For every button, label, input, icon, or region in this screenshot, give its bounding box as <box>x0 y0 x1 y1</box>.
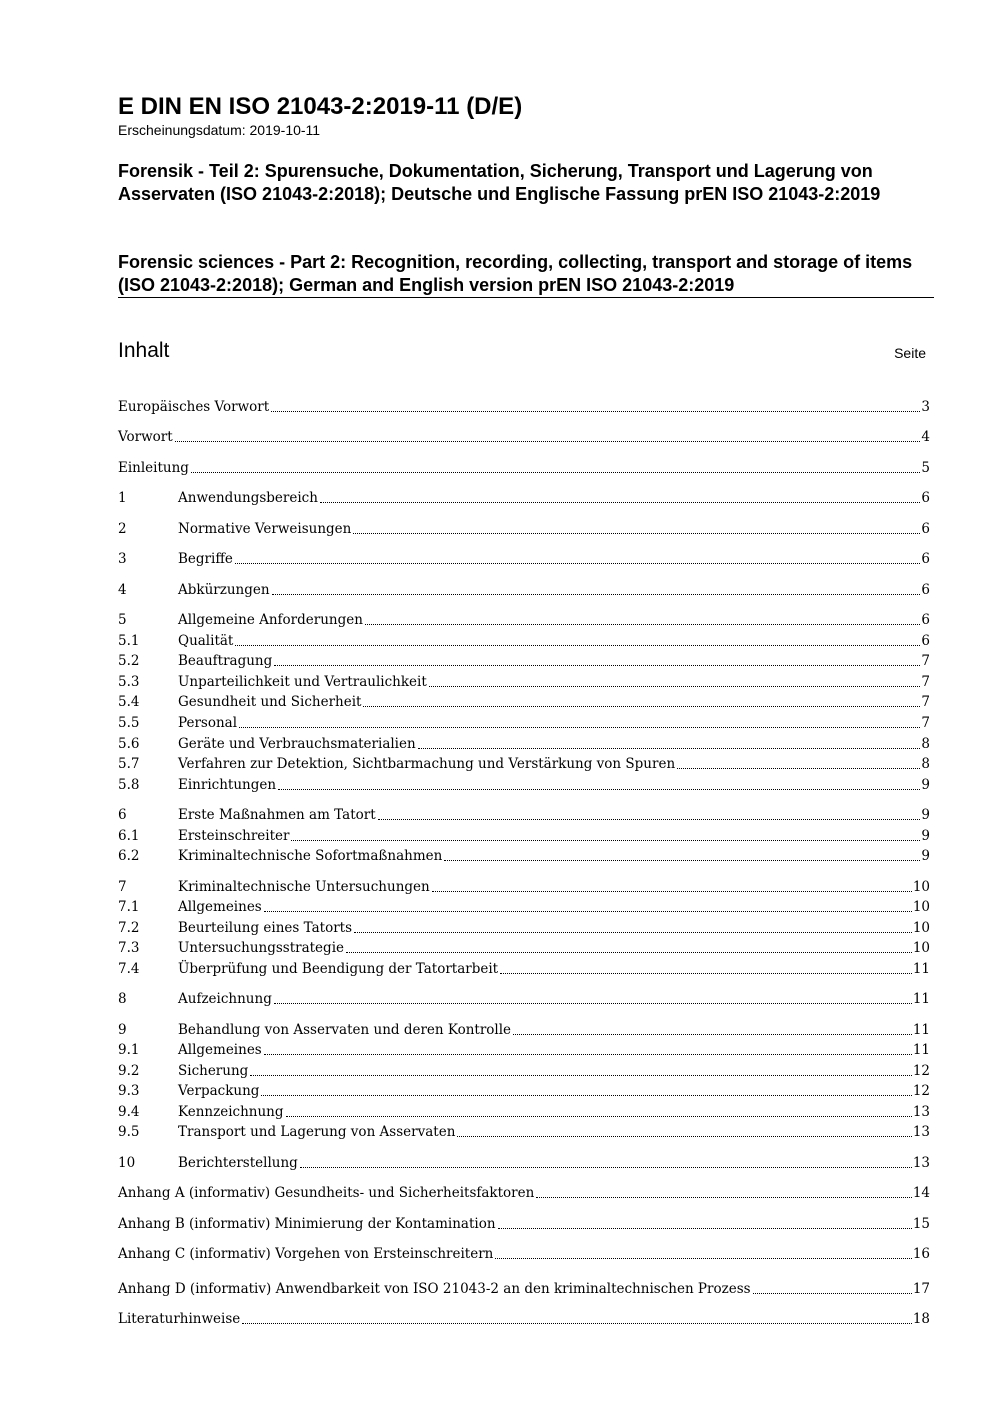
toc-entry[interactable] <box>118 1243 930 1263</box>
toc-entry-title: Verfahren zur Detektion, Sichtbarmachung und Verstärkung von Spuren <box>178 756 676 772</box>
toc-entry[interactable] <box>118 1182 930 1202</box>
toc-entry[interactable] <box>118 426 930 446</box>
toc-entry-number: 1 <box>118 490 127 506</box>
toc-entry[interactable] <box>118 518 930 538</box>
toc-dot-leader <box>250 1074 912 1076</box>
toc-entry-title: Kriminaltechnische Untersuchungen <box>178 879 430 895</box>
toc-entry-page: 6 <box>921 490 930 506</box>
toc-entry-title: Anhang A (informativ) Gesundheits- und Sicherheitsfaktoren <box>118 1185 535 1201</box>
toc-dot-leader <box>235 562 921 564</box>
toc-entry-page: 6 <box>921 633 930 649</box>
toc-dot-leader <box>353 532 920 534</box>
toc-entry[interactable] <box>118 548 930 568</box>
toc-entry-page: 3 <box>921 399 930 415</box>
toc-entry-number: 9 <box>118 1022 127 1038</box>
toc-entry[interactable] <box>118 457 930 477</box>
toc-entry-page: 16 <box>912 1246 930 1262</box>
toc-dot-leader <box>291 839 920 841</box>
toc-entry-title: Kennzeichnung <box>178 1104 284 1120</box>
toc-entry[interactable] <box>118 1101 930 1121</box>
toc-dot-leader <box>272 593 921 595</box>
toc-entry-page: 9 <box>921 777 930 793</box>
toc-entry-title: Unparteilichkeit und Vertraulichkeit <box>178 674 427 690</box>
toc-entry-page: 5 <box>921 460 930 476</box>
toc-entry-title: Europäisches Vorwort <box>118 399 270 415</box>
toc-dot-leader <box>498 1227 912 1229</box>
toc-dot-leader <box>274 1002 912 1004</box>
toc-dot-leader <box>513 1033 912 1035</box>
toc-entry-page: 7 <box>921 674 930 690</box>
toc-entry[interactable] <box>118 487 930 507</box>
toc-entry-title: Literaturhinweise <box>118 1311 241 1327</box>
toc-entry-title: Behandlung von Asservaten und deren Kontrolle <box>178 1022 512 1038</box>
toc-page-label: Seite <box>894 345 926 361</box>
toc-entry-title: Beauftragung <box>178 653 273 669</box>
toc-entry-number: 5.6 <box>118 736 140 752</box>
toc-entry[interactable] <box>118 396 930 416</box>
toc-entry-title: Einleitung <box>118 460 189 476</box>
toc-entry[interactable] <box>118 1019 930 1039</box>
toc-entry[interactable] <box>118 845 930 865</box>
toc-entry[interactable] <box>118 1308 930 1328</box>
toc-dot-leader <box>191 471 920 473</box>
toc-entry-number: 4 <box>118 582 127 598</box>
toc-entry-number: 10 <box>118 1155 136 1171</box>
toc-entry-number: 7.3 <box>118 940 140 956</box>
toc-entry-page: 15 <box>912 1216 930 1232</box>
toc-dot-leader <box>354 931 912 933</box>
toc-entry[interactable] <box>118 937 930 957</box>
toc-entry-page: 7 <box>921 694 930 710</box>
toc-entry[interactable] <box>118 876 930 896</box>
toc-entry-page: 6 <box>921 551 930 567</box>
toc-entry-number: 5.2 <box>118 653 140 669</box>
toc-heading: Inhalt <box>118 339 170 362</box>
toc-entry-number: 6.2 <box>118 848 140 864</box>
toc-entry-page: 11 <box>912 1042 930 1058</box>
toc-entry-number: 5.5 <box>118 715 140 731</box>
toc-entry-number: 9.5 <box>118 1124 140 1140</box>
toc-entry-page: 12 <box>912 1083 930 1099</box>
toc-entry-page: 11 <box>912 991 930 1007</box>
toc-entry-title: Untersuchungsstrategie <box>178 940 344 956</box>
toc-entry-number: 5.8 <box>118 777 140 793</box>
toc-entry-number: 8 <box>118 991 127 1007</box>
toc-dot-leader <box>536 1196 912 1198</box>
toc-entry-page: 14 <box>912 1185 930 1201</box>
title-german: Forensik - Teil 2: Spurensuche, Dokumentation, Sicherung, Transport und Lagerung von Asservaten (ISO 21043-2:2018); Deutsche und Englische Fassung prEN ISO 21043-2:2019 <box>118 161 881 204</box>
toc-entry[interactable] <box>118 753 930 773</box>
toc-entry[interactable] <box>118 733 930 753</box>
toc-entry-number: 5 <box>118 612 127 628</box>
toc-entry-page: 17 <box>912 1281 930 1297</box>
toc-entry-title: Qualität <box>178 633 234 649</box>
toc-entry[interactable] <box>118 774 930 794</box>
toc-entry[interactable] <box>118 804 930 824</box>
toc-entry-page: 10 <box>912 899 930 915</box>
toc-entry-number: 7.2 <box>118 920 140 936</box>
toc-entry[interactable] <box>118 609 930 629</box>
toc-entry-title: Normative Verweisungen <box>178 521 352 537</box>
toc-dot-leader <box>346 951 912 953</box>
toc-entry-title: Überprüfung und Beendigung der Tatortarbeit <box>178 961 499 977</box>
toc-entry-title: Begriffe <box>178 551 233 567</box>
toc-entry-title: Anwendungsbereich <box>178 490 318 506</box>
toc-entry-number: 6 <box>118 807 127 823</box>
toc-entry-title: Anhang D (informativ) Anwendbarkeit von ISO 21043-2 an den kriminaltechnischen Prozess <box>118 1281 751 1297</box>
toc-entry-title: Erste Maßnahmen am Tatort <box>178 807 376 823</box>
toc-dot-leader <box>242 1322 912 1324</box>
toc-entry-title: Abkürzungen <box>178 582 270 598</box>
title-english: Forensic sciences - Part 2: Recognition, recording, collecting, transport and storage of items (ISO 21043-2:2018); German and English version prEN ISO 21043-2:2019 <box>118 252 913 295</box>
toc-entry-number: 5.7 <box>118 756 140 772</box>
toc-entry-number: 7 <box>118 879 127 895</box>
toc-entry-title: Anhang B (informativ) Minimierung der Kontamination <box>118 1216 496 1232</box>
toc-dot-leader <box>432 890 912 892</box>
toc-entry-title: Vorwort <box>118 429 173 445</box>
toc-entry-number: 9.3 <box>118 1083 140 1099</box>
toc-dot-leader <box>363 705 920 707</box>
toc-entry-page: 10 <box>912 920 930 936</box>
toc-dot-leader <box>264 1053 912 1055</box>
toc-entry[interactable] <box>118 712 930 732</box>
toc-entry-number: 9.1 <box>118 1042 140 1058</box>
toc-dot-leader <box>175 440 921 442</box>
document-code: E DIN EN ISO 21043-2:2019-11 (D/E) <box>118 93 523 120</box>
toc-entry-number: 2 <box>118 521 127 537</box>
title-divider <box>118 297 934 298</box>
toc-entry-page: 6 <box>921 582 930 598</box>
toc-dot-leader <box>429 685 921 687</box>
toc-entry-title: Personal <box>178 715 238 731</box>
toc-entry[interactable] <box>118 650 930 670</box>
toc-entry-page: 13 <box>912 1104 930 1120</box>
toc-dot-leader <box>378 818 921 820</box>
toc-dot-leader <box>365 623 920 625</box>
publication-date: Erscheinungsdatum: 2019-10-11 <box>118 122 321 138</box>
toc-entry[interactable] <box>118 1278 930 1298</box>
toc-dot-leader <box>286 1115 912 1117</box>
toc-entry[interactable] <box>118 630 930 650</box>
toc-entry-number: 7.1 <box>118 899 140 915</box>
toc-dot-leader <box>500 972 912 974</box>
toc-entry-title: Gesundheit und Sicherheit <box>178 694 362 710</box>
toc-entry[interactable] <box>118 1080 930 1100</box>
toc-entry-page: 9 <box>921 828 930 844</box>
toc-entry-number: 7.4 <box>118 961 140 977</box>
toc-entry-page: 6 <box>921 612 930 628</box>
toc-entry-title: Einrichtungen <box>178 777 277 793</box>
toc-entry-page: 8 <box>921 736 930 752</box>
toc-dot-leader <box>495 1257 911 1259</box>
toc-entry-title: Allgemeine Anforderungen <box>178 612 363 628</box>
toc-entry[interactable] <box>118 691 930 711</box>
toc-entry[interactable] <box>118 1060 930 1080</box>
toc-dot-leader <box>677 767 920 769</box>
toc-entry-title: Berichterstellung <box>178 1155 298 1171</box>
toc-dot-leader <box>261 1094 911 1096</box>
toc-entry-number: 9.4 <box>118 1104 140 1120</box>
toc-entry-title: Beurteilung eines Tatorts <box>178 920 353 936</box>
toc-entry-title: Verpackung <box>178 1083 260 1099</box>
toc-entry-title: Anhang C (informativ) Vorgehen von Ersteinschreitern <box>118 1246 494 1262</box>
toc-entry[interactable] <box>118 988 930 1008</box>
toc-entry-title: Aufzeichnung <box>178 991 272 1007</box>
toc-dot-leader <box>274 664 920 666</box>
toc-entry[interactable] <box>118 579 930 599</box>
toc-entry[interactable] <box>118 825 930 845</box>
toc-entry-page: 18 <box>912 1311 930 1327</box>
toc-entry[interactable] <box>118 958 930 978</box>
toc-entry-page: 13 <box>912 1124 930 1140</box>
toc-entry-page: 13 <box>912 1155 930 1171</box>
toc-dot-leader <box>300 1166 912 1168</box>
toc-entry-number: 5.3 <box>118 674 140 690</box>
toc-entry-page: 8 <box>921 756 930 772</box>
toc-dot-leader <box>320 501 920 503</box>
toc-entry-page: 10 <box>912 940 930 956</box>
toc-entry-title: Ersteinschreiter <box>178 828 290 844</box>
toc-entry-title: Kriminaltechnische Sofortmaßnahmen <box>178 848 443 864</box>
toc-entry-page: 9 <box>921 807 930 823</box>
toc-dot-leader <box>239 726 920 728</box>
toc-entry[interactable] <box>118 1121 930 1141</box>
toc-entry[interactable] <box>118 1039 930 1059</box>
toc-entry-page: 7 <box>921 653 930 669</box>
toc-entry-number: 5.1 <box>118 633 140 649</box>
toc-dot-leader <box>235 644 920 646</box>
toc-dot-leader <box>753 1292 912 1294</box>
toc-entry-title: Transport und Lagerung von Asservaten <box>178 1124 456 1140</box>
toc-entry-page: 9 <box>921 848 930 864</box>
toc-dot-leader <box>271 410 920 412</box>
toc-entry-page: 10 <box>912 879 930 895</box>
toc-dot-leader <box>278 788 920 790</box>
toc-entry-page: 4 <box>921 429 930 445</box>
toc-entry-title: Allgemeines <box>178 1042 262 1058</box>
toc-entry-number: 5.4 <box>118 694 140 710</box>
toc-dot-leader <box>264 910 912 912</box>
toc-entry-title: Allgemeines <box>178 899 262 915</box>
toc-dot-leader <box>418 747 921 749</box>
toc-entry[interactable] <box>118 896 930 916</box>
toc-dot-leader <box>457 1135 911 1137</box>
toc-entry-number: 6.1 <box>118 828 140 844</box>
toc-entry-page: 7 <box>921 715 930 731</box>
toc-entry-number: 9.2 <box>118 1063 140 1079</box>
toc-entry[interactable] <box>118 917 930 937</box>
toc-entry-page: 6 <box>921 521 930 537</box>
toc-entry[interactable] <box>118 1213 930 1233</box>
toc-entry[interactable] <box>118 671 930 691</box>
toc-entry-page: 11 <box>912 961 930 977</box>
toc-entry-title: Sicherung <box>178 1063 249 1079</box>
toc-entry-page: 11 <box>912 1022 930 1038</box>
toc-entry-page: 12 <box>912 1063 930 1079</box>
toc-entry-number: 3 <box>118 551 127 567</box>
toc-dot-leader <box>444 859 920 861</box>
toc-entry[interactable] <box>118 1152 930 1172</box>
toc-entry-title: Geräte und Verbrauchsmaterialien <box>178 736 416 752</box>
